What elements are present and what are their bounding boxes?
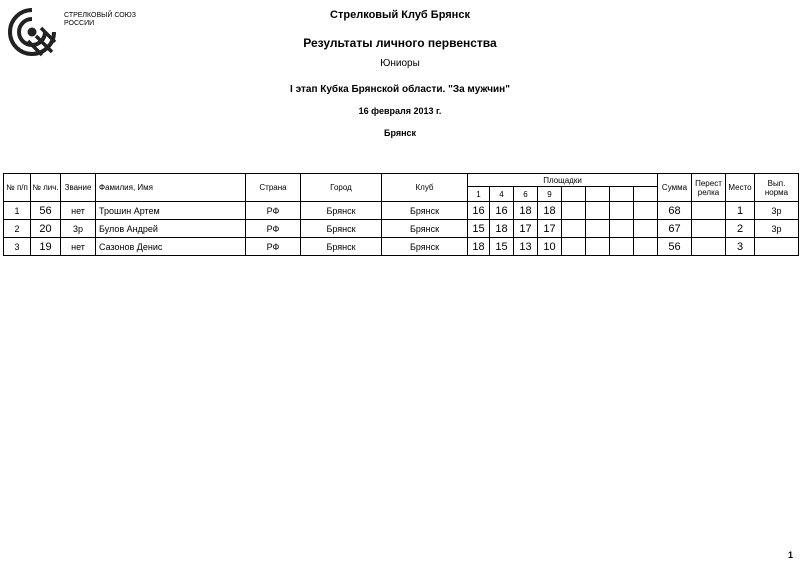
cell-country: РФ — [246, 202, 301, 220]
cell-score-empty — [634, 220, 658, 238]
cell-city: Брянск — [301, 220, 382, 238]
results-table — [3, 173, 799, 256]
cell-place: 2 — [726, 220, 755, 238]
cell-score: 18 — [490, 220, 514, 238]
cell-score: 16 — [490, 202, 514, 220]
cell-score: 15 — [468, 220, 490, 238]
cell-score-empty — [610, 202, 634, 220]
cell-score-empty — [562, 238, 586, 256]
table-row — [4, 238, 799, 256]
cell-country: РФ — [246, 220, 301, 238]
cell-rank: 3р — [61, 220, 96, 238]
range-header-9: 9 — [538, 187, 562, 202]
cell-place: 1 — [726, 202, 755, 220]
col-header-club: Клуб — [382, 174, 468, 202]
cell-no: 1 — [4, 202, 31, 220]
event-date: 16 февраля 2013 г. — [358, 106, 442, 116]
col-header-country: Страна — [246, 174, 301, 202]
col-header-name: Фамилия, Имя — [96, 174, 246, 202]
club-title: Стрелковый Клуб Брянск — [330, 9, 470, 21]
cell-shootoff — [692, 202, 726, 220]
col-header-ranges: Площадки — [468, 174, 658, 187]
event-title: I этап Кубка Брянской области. "За мужчин" — [290, 84, 510, 95]
cell-score-empty — [586, 202, 610, 220]
col-header-city: Город — [301, 174, 382, 202]
cell-club: Брянск — [382, 202, 468, 220]
col-header-no: № п/п — [4, 174, 31, 202]
cell-sum: 67 — [658, 220, 692, 238]
col-header-rank: Звание — [61, 174, 96, 202]
cell-club: Брянск — [382, 220, 468, 238]
table-row — [4, 220, 799, 238]
cell-bib: 20 — [31, 220, 61, 238]
cell-score-empty — [634, 238, 658, 256]
cell-name: Сазонов Денис — [96, 238, 246, 256]
cell-score: 10 — [538, 238, 562, 256]
cell-norm: 3р — [755, 220, 799, 238]
range-header-empty — [586, 187, 610, 202]
table-row — [4, 202, 799, 220]
category-label: Юниоры — [380, 58, 420, 69]
cell-sum: 68 — [658, 202, 692, 220]
cell-score-empty — [610, 238, 634, 256]
cell-score: 17 — [514, 220, 538, 238]
org-name-line2: РОССИИ — [64, 20, 95, 27]
cell-country: РФ — [246, 238, 301, 256]
cell-score: 16 — [468, 202, 490, 220]
cell-score: 18 — [514, 202, 538, 220]
table-header-row — [4, 174, 799, 187]
results-title: Результаты личного первенства — [303, 36, 497, 50]
cell-name: Булов Андрей — [96, 220, 246, 238]
range-header-empty — [562, 187, 586, 202]
cell-club: Брянск — [382, 238, 468, 256]
col-header-bib: № лич. — [31, 174, 61, 202]
cell-score-empty — [562, 220, 586, 238]
cell-bib: 19 — [31, 238, 61, 256]
cell-score: 18 — [538, 202, 562, 220]
col-header-shootoff: Перест релка — [692, 174, 726, 202]
cell-score: 18 — [468, 238, 490, 256]
col-header-sum: Сумма — [658, 174, 692, 202]
cell-norm — [755, 238, 799, 256]
cell-rank: нет — [61, 238, 96, 256]
cell-sum: 56 — [658, 238, 692, 256]
cell-score-empty — [586, 220, 610, 238]
cell-score: 15 — [490, 238, 514, 256]
cell-shootoff — [692, 238, 726, 256]
cell-city: Брянск — [301, 202, 382, 220]
cell-score-empty — [562, 202, 586, 220]
cell-score-empty — [634, 202, 658, 220]
page-number: 1 — [787, 550, 793, 560]
range-header-empty — [634, 187, 658, 202]
org-name-line1: СТРЕЛКОВЫЙ СОЮЗ — [64, 12, 136, 19]
col-header-place: Место — [726, 174, 755, 202]
cell-city: Брянск — [301, 238, 382, 256]
range-header-empty — [610, 187, 634, 202]
cell-score-empty — [586, 238, 610, 256]
cell-norm: 3р — [755, 202, 799, 220]
cell-score: 17 — [538, 220, 562, 238]
cell-score: 13 — [514, 238, 538, 256]
cell-no: 2 — [4, 220, 31, 238]
cell-name: Трошин Артем — [96, 202, 246, 220]
cell-place: 3 — [726, 238, 755, 256]
event-city: Брянск — [383, 128, 417, 138]
range-header-6: 6 — [514, 187, 538, 202]
cell-rank: нет — [61, 202, 96, 220]
range-header-1: 1 — [468, 187, 490, 202]
cell-shootoff — [692, 220, 726, 238]
cell-score-empty — [610, 220, 634, 238]
cell-no: 3 — [4, 238, 31, 256]
range-header-4: 4 — [490, 187, 514, 202]
col-header-norm: Вып. норма — [755, 174, 799, 202]
cell-bib: 56 — [31, 202, 61, 220]
